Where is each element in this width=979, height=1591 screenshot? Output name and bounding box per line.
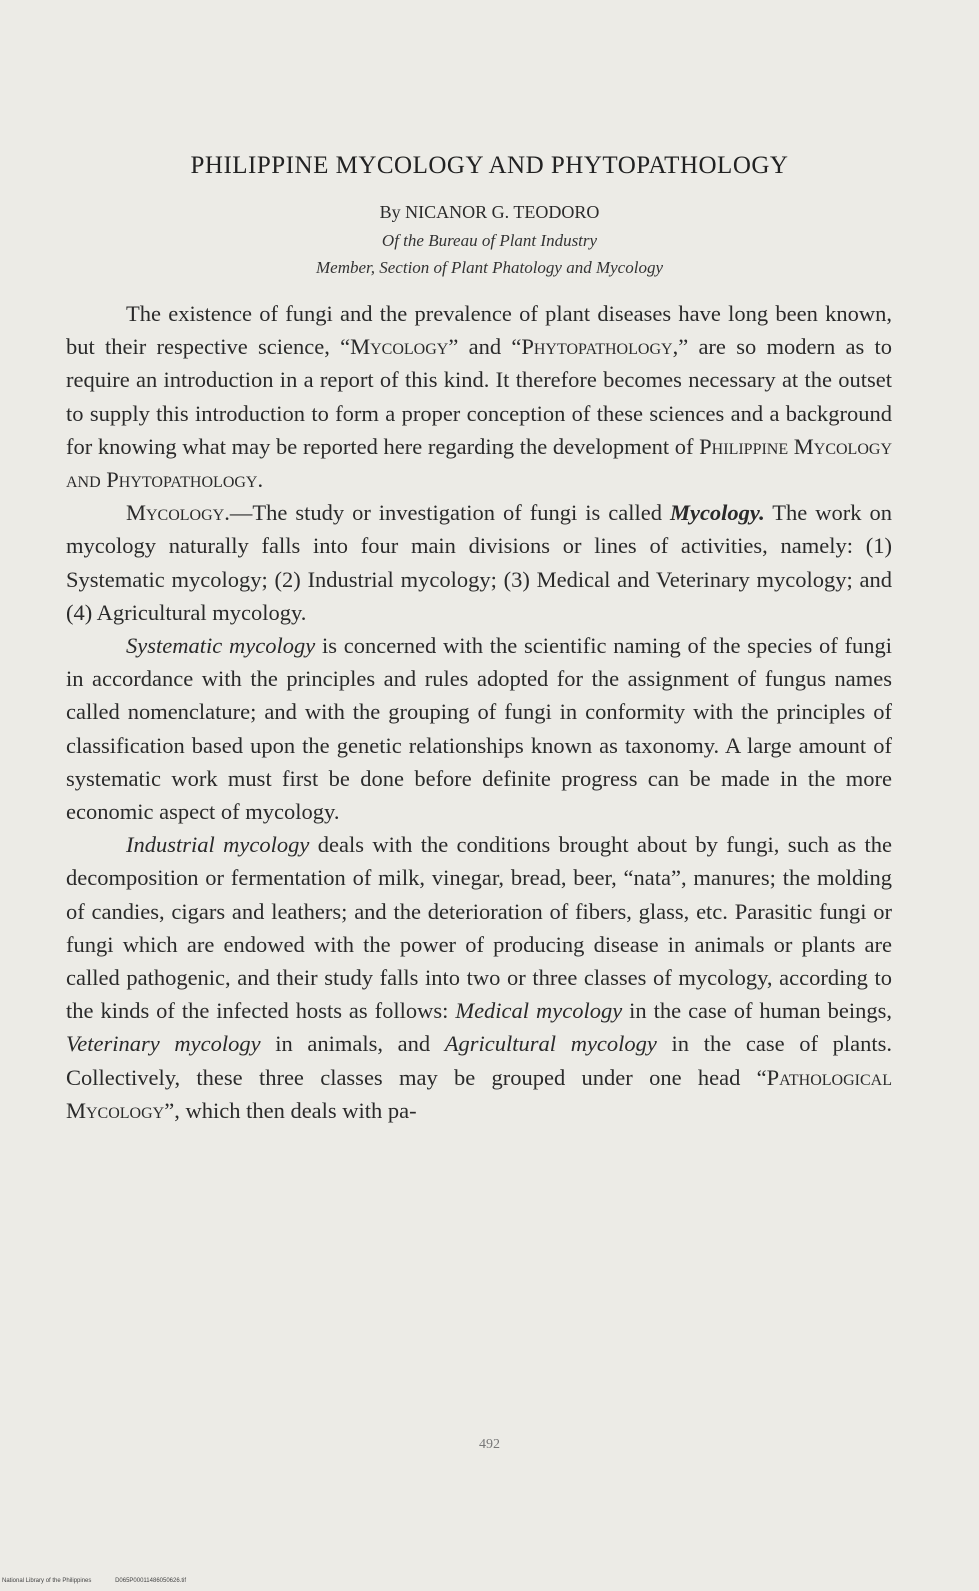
term-mycology: Mycology [350, 334, 449, 360]
term-industrial-mycology: Industrial mycology [126, 832, 310, 858]
term-pathological-mycology: Pathological Mycology [66, 1064, 892, 1123]
author-membership: Member, Section of Plant Phatology and Mycology [316, 258, 663, 277]
term-philippine-mycology: Philippine Mycology and Phytopathology [66, 433, 892, 493]
page-number: 492 [479, 1437, 500, 1452]
author-affiliation: Of the Bureau of Plant Industry [381, 231, 598, 250]
scan-footer [2, 1578, 208, 1584]
article-body [66, 297, 892, 1127]
byline-prefix: By [379, 202, 401, 222]
term-mycology-italic: Mycology. [669, 500, 765, 526]
byline [60, 202, 919, 223]
paragraph-systematic: Systematic mycology is concerned with the scientific naming of the species of fungi in accordance with the principles and rules adopted for the assignment of fungus names called nomenclature; and with the grouping of fungi in conformity with the principles of classification based upon the genetic relationships known as taxonomy. A large amount of systematic work must first be done before definite progress can be made in the more economic aspect of mycology. [66, 633, 892, 825]
term-phytopathology: Phytopathology [521, 334, 673, 360]
author-name: NICANOR G. TEODORO [405, 202, 600, 222]
term-medical-mycology: Medical mycology [455, 998, 623, 1024]
article-title: PHILIPPINE MYCOLOGY AND PHYTOPATHOLOGY [190, 152, 789, 179]
paragraph-industrial: Industrial mycology deals with the conditions brought about by fungi, such as the decomposition or fermentation of milk, vinegar, bread, beer, “nata”, manures; the molding of candies, cigars and leathers; and the deterioration of fibers, glass, etc. Parasitic fungi or fungi which are endowed with the power of producing disease in animals or plants are called pathogenic, and their study falls into two or three classes of mycology, according to the kinds of the infected hosts as follows: Medical mycology in the case of human beings, Veterinary mycology in animals, and Agricultural mycology in the case of plants. Collectively, these three classes may be grouped under one head “Pathological Mycology”, which then deals with pa- [66, 832, 892, 1123]
footer-library: National Library of the Philippines [2, 1578, 92, 1584]
paragraph-intro: The existence of fungi and the prevalence of plant diseases have long been known, but their respective science, “Mycology” and “Phytopathology,” are so modern as to require an introduction in a report of this kind. It therefore becomes necessary at the outset to supply this introduction to form a proper conception of these sciences and a background for knowing what may be reported here regarding the development of Philippine Mycology and Phytopathology. [66, 301, 892, 493]
term-systematic-mycology: Systematic mycology [126, 633, 316, 659]
paragraph-mycology: Mycology.—The study or investigation of fungi is called Mycology. The work on mycology naturally falls into four main divisions or lines of activities, namely: (1) Systematic mycology; (2) Industrial mycology; (3) Medical and Veterinary mycology; and (4) Agricultural mycology. [66, 500, 893, 625]
footer-code: D065P00011486050626.tif [115, 1578, 187, 1584]
term-veterinary-mycology: Veterinary mycology [66, 1031, 261, 1057]
term-agricultural-mycology: Agricultural mycology [444, 1031, 657, 1057]
section-heading-mycology: Mycology. [126, 500, 230, 526]
